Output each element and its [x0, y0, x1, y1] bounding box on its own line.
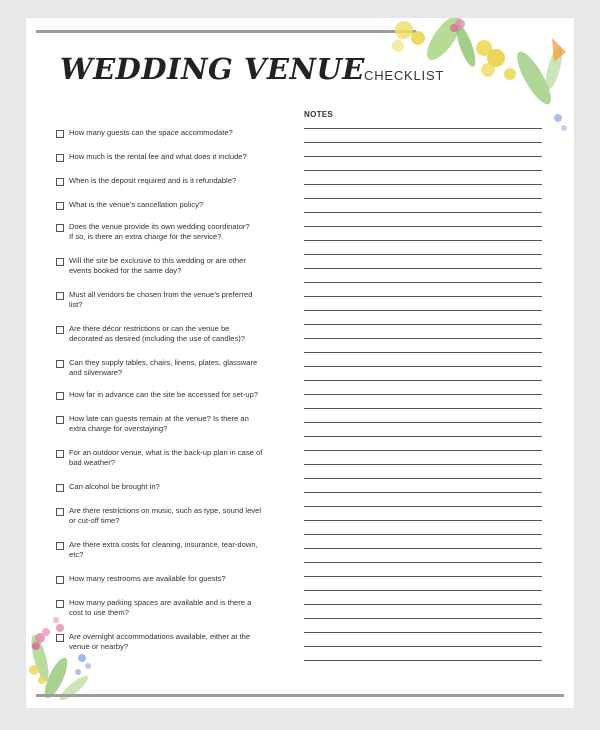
checklist-item-line: Will the site be exclusive to this wedding or are other	[69, 256, 246, 265]
note-line[interactable]	[304, 380, 542, 381]
checklist-item-line: cost to use them?	[69, 608, 129, 617]
checkbox[interactable]	[56, 450, 64, 458]
checklist-item-line: How much is the rental fee and what does it include?	[69, 152, 247, 161]
checklist-item-line: extra charge for overstaying?	[69, 424, 168, 433]
checklist-item-line: bad weather?	[69, 458, 116, 467]
checkbox[interactable]	[56, 326, 64, 334]
checkbox[interactable]	[56, 576, 64, 584]
checklist-item-line: Are overnight accommodations available, either at the	[69, 632, 251, 641]
checklist-item-text	[69, 390, 285, 400]
note-line[interactable]	[304, 506, 542, 507]
checklist-item-text	[69, 128, 285, 138]
checklist-item-line: list?	[69, 300, 83, 309]
checkbox[interactable]	[56, 416, 64, 424]
note-line[interactable]	[304, 324, 542, 325]
note-line[interactable]	[304, 492, 542, 493]
checkbox[interactable]	[56, 258, 64, 266]
checkbox[interactable]	[56, 202, 64, 210]
note-line[interactable]	[304, 562, 542, 563]
checkbox[interactable]	[56, 360, 64, 368]
checkbox[interactable]	[56, 542, 64, 550]
checklist-item-line: How many guests can the space accommodate?	[69, 128, 233, 137]
notes-header: NOTES	[304, 110, 334, 119]
note-line[interactable]	[304, 534, 542, 535]
checklist-item-line: Are there restrictions on music, such as type, sound level	[69, 506, 262, 515]
checklist-item-line: For an outdoor venue, what is the back-up plan in case of	[69, 448, 263, 457]
checkbox[interactable]	[56, 484, 64, 492]
note-line[interactable]	[304, 310, 542, 311]
checklist-item-text	[69, 358, 285, 378]
checkbox[interactable]	[56, 178, 64, 186]
checklist-item-line: etc?	[69, 550, 84, 559]
note-line[interactable]	[304, 156, 542, 157]
checklist-item-line: Are there décor restrictions or can the venue be	[69, 324, 230, 333]
page-title: WEDDING VENUE	[60, 52, 365, 86]
checklist-item-text	[69, 414, 285, 434]
checkbox[interactable]	[56, 154, 64, 162]
checklist-item-line: Can they supply tables, chairs, linens, plates, glassware	[69, 358, 258, 367]
checklist-item-line: Can alcohol be brought in?	[69, 482, 160, 491]
note-line[interactable]	[304, 366, 542, 367]
note-line[interactable]	[304, 604, 542, 605]
note-line[interactable]	[304, 142, 542, 143]
checklist-item-text	[69, 482, 285, 492]
checklist-item-line: decorated as desired (including the use of candles)?	[69, 334, 246, 343]
note-line[interactable]	[304, 296, 542, 297]
note-line[interactable]	[304, 394, 542, 395]
checkbox[interactable]	[56, 130, 64, 138]
note-line[interactable]	[304, 422, 542, 423]
bottom-rule	[36, 694, 564, 697]
checkbox[interactable]	[56, 392, 64, 400]
note-line[interactable]	[304, 338, 542, 339]
checkbox[interactable]	[56, 292, 64, 300]
note-line[interactable]	[304, 408, 542, 409]
note-line[interactable]	[304, 254, 542, 255]
checklist-item-line: If so, is there an extra charge for the service?	[69, 232, 222, 241]
checklist-item-text	[69, 256, 285, 276]
checklist-item-line: venue or nearby?	[69, 642, 129, 651]
checklist-item-line: Must all vendors be chosen from the venue’s preferred	[69, 290, 253, 299]
note-line[interactable]	[304, 646, 542, 647]
note-line[interactable]	[304, 436, 542, 437]
checklist-item-text	[69, 152, 285, 162]
note-line[interactable]	[304, 590, 542, 591]
checklist-item-text	[69, 176, 285, 186]
note-line[interactable]	[304, 184, 542, 185]
checklist-item-line: What is the venue’s cancellation policy?	[69, 200, 204, 209]
checklist-item-text	[69, 448, 285, 468]
checklist-item-line: How many restrooms are available for guests?	[69, 574, 226, 583]
checklist-item-line: events booked for the same day?	[69, 266, 182, 275]
note-line[interactable]	[304, 576, 542, 577]
checklist-item-text	[69, 200, 285, 210]
checklist-item-line: or cut-off time?	[69, 516, 120, 525]
note-line[interactable]	[304, 450, 542, 451]
note-line[interactable]	[304, 226, 542, 227]
checklist-item-line: How late can guests remain at the venue? Is there an	[69, 414, 249, 423]
note-line[interactable]	[304, 268, 542, 269]
note-line[interactable]	[304, 478, 542, 479]
checkbox[interactable]	[56, 224, 64, 232]
note-line[interactable]	[304, 520, 542, 521]
checklist-item-line: and silverware?	[69, 368, 123, 377]
checklist-item-text	[69, 324, 285, 344]
checklist-item-line: Are there extra costs for cleaning, insurance, tear-down,	[69, 540, 258, 549]
note-line[interactable]	[304, 632, 542, 633]
checklist-item-line: Does the venue provide its own wedding coordinator?	[69, 222, 250, 231]
checklist-item-text	[69, 506, 285, 526]
checklist-page	[26, 18, 574, 708]
top-rule	[36, 30, 416, 33]
checklist-item-line: When is the deposit required and is it refundable?	[69, 176, 237, 185]
checklist-item-text	[69, 540, 285, 560]
note-line[interactable]	[304, 352, 542, 353]
checklist-item-line: How far in advance can the site be accessed for set-up?	[69, 390, 259, 399]
checklist-item-text	[69, 290, 285, 310]
note-line[interactable]	[304, 198, 542, 199]
note-line[interactable]	[304, 618, 542, 619]
note-line[interactable]	[304, 282, 542, 283]
checkbox[interactable]	[56, 508, 64, 516]
note-line[interactable]	[304, 212, 542, 213]
checklist-item-text	[69, 222, 285, 242]
note-line[interactable]	[304, 128, 542, 129]
note-line[interactable]	[304, 660, 542, 661]
checklist-item-line: How many parking spaces are available and is there a	[69, 598, 252, 607]
floral-decoration-bottom	[26, 598, 106, 708]
note-line[interactable]	[304, 170, 542, 171]
checklist-item-text	[69, 574, 285, 584]
note-line[interactable]	[304, 464, 542, 465]
note-line[interactable]	[304, 548, 542, 549]
note-line[interactable]	[304, 240, 542, 241]
page-subtitle: CHECKLIST	[364, 68, 445, 83]
